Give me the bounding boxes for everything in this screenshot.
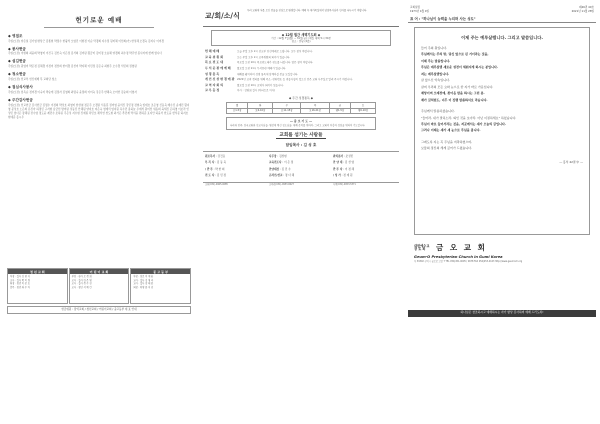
meditation-line: "들어라, 내가 말하노라, 의인 것을 보아라. 아닌 이질하세요" 하셨습니다. xyxy=(421,115,517,120)
church-english-name: Geum-O Presbyterian Church in Gumi Korea xyxy=(414,254,503,259)
worship-section xyxy=(4,59,194,69)
meditation-line: 이제 주는 말씀입니다. xyxy=(421,58,451,63)
department-row: 교사 · 집사 김 명 숙 xyxy=(133,278,154,282)
intercession-box xyxy=(226,117,376,130)
news-key: 두 서 운 관 에 에 배 xyxy=(205,65,231,70)
news-value: 오늘 주일 오후 2시 선교부 헌신예배로 드립니다. 모두 참석 바랍니다. xyxy=(237,50,313,54)
schedule-refs-row xyxy=(227,108,376,114)
staff-separator: : xyxy=(215,154,218,158)
church-brand xyxy=(414,243,590,253)
staff-name: 김 진 수 xyxy=(281,167,291,171)
church-motto: 표 어 : "하나님이 능력을 누리며 사는 성도" xyxy=(408,14,596,24)
issue-info xyxy=(572,6,594,14)
department-row: 부장 · 장로 이 재 훈 xyxy=(133,275,154,279)
news-value: 목요일 오전 10시 목요전도대가 전도를 나갑니다. 많은 참여 바랍니다. xyxy=(237,61,314,65)
worship-sections xyxy=(4,34,194,120)
staff-role: / 반 주 xyxy=(205,167,213,171)
department-row: 교사 · 집사 강 태 윤 xyxy=(133,282,154,286)
meditation-heading: 이제 주는 예루살렘니다. 그리고 말씀입니다. xyxy=(461,35,543,41)
issue-date: 2021년 11월 28일 xyxy=(571,9,594,13)
schedule-day: 화 xyxy=(248,103,273,109)
staff-separator: : xyxy=(282,174,286,178)
staff-role: 교육전도사 xyxy=(269,161,282,165)
intercession-heading: ― 중 보 기 도 ― xyxy=(290,118,312,123)
meditation-line xyxy=(421,104,583,107)
news-key: 교 육 위 원 회 xyxy=(205,54,223,59)
staff-role: 찬 양 대 xyxy=(333,161,343,165)
prayer-meeting-row: 장소 : 본당 (2층) xyxy=(291,40,311,44)
worship-section xyxy=(4,72,194,82)
staff-member xyxy=(205,155,269,159)
staff-separator: : xyxy=(342,167,345,171)
news-value: 이사 : 김영희 집사 (아파트로 이사) xyxy=(237,89,276,93)
worship-section-heading: ◆ 섬김헌금 xyxy=(8,59,26,64)
department-name: 청 년 교 회 xyxy=(8,269,67,274)
staff-separator: : xyxy=(276,154,280,158)
news-list xyxy=(203,50,399,93)
worship-panel xyxy=(4,6,194,316)
meditation-line: 그러나 이제는 새가 새 눈으로 주님을 봅니다. xyxy=(421,128,481,133)
news-item xyxy=(203,61,399,65)
worship-section-heading: ◆ 주간감사헌금 xyxy=(8,98,33,103)
offering-footer: 헌금위원 : 장익교회 / 청년교회 / 어린이교회 / 중고등부 대 표 안내 xyxy=(7,306,191,314)
department-box xyxy=(130,268,191,304)
schedule-day: 토 xyxy=(351,103,376,109)
department-rows xyxy=(131,274,190,290)
department-row: 교사 · 청년 서 예 린 xyxy=(71,285,92,289)
church-name: 금 오 교 회 xyxy=(436,243,487,253)
staff-name: 조성민 xyxy=(345,154,354,158)
news-item xyxy=(203,84,399,88)
staff-role: 전 도 사 xyxy=(205,174,215,178)
staff-role: 관리집사 xyxy=(333,154,344,158)
news-item xyxy=(203,89,399,93)
phone-number: 교회(031)-0965-0085 xyxy=(205,182,228,186)
worship-section-body: 주일(오전) 선교부 헌신예배 후 교회당 청소 xyxy=(8,78,57,82)
meditation-line: 보물의 정신의 세계 깊어가 드렸습니다. xyxy=(421,146,473,151)
meditation-line: 재가 깃처럼도, 너무 이 진행 말씀하셔요 라습니다. xyxy=(421,97,488,102)
staff-role: 사무장 xyxy=(269,154,277,158)
news-item xyxy=(203,78,399,82)
staff-separator: : xyxy=(212,167,216,171)
meditation-line: 주님은 예루살렘 새로운 성전이 세워지게 하시는 분입니다. xyxy=(421,65,498,70)
news-key: 성 경 통 독 xyxy=(205,71,220,76)
phone-row xyxy=(203,182,399,187)
reading-schedule-table xyxy=(226,102,376,114)
meditation-lines xyxy=(421,46,583,151)
department-row: 교사 · 집사 한 은 영 xyxy=(71,278,92,282)
prayer-meeting-row: 기간 : 12월 7일(월) ~ 31일(금) | 매일 새벽 5시 30분 xyxy=(271,36,331,40)
schedule-heading: ◆ 주간 성경통독 ◆ xyxy=(289,96,313,101)
staff-role: 찬양대장 xyxy=(269,167,280,171)
staff-name: 이 정 혜 xyxy=(344,167,355,171)
news-key: 목 요 전 도 대 xyxy=(205,60,223,65)
staff-member xyxy=(269,155,333,159)
staff-role: 온라인/선교 xyxy=(269,174,283,178)
staff-role: 부 목 사 xyxy=(205,161,215,165)
staff-member xyxy=(205,174,269,178)
staff-name: 김 동 욱 xyxy=(216,161,227,165)
staff-separator: : xyxy=(214,161,217,165)
worship-section xyxy=(4,47,194,57)
department-row: 교사 · 집사 박 미 경 xyxy=(10,278,30,282)
staff-name: 김 민 정 xyxy=(216,174,227,178)
staff-name: 정 다 혜 xyxy=(285,174,295,178)
department-row: 부장 · 권사 오 정 희 xyxy=(71,275,92,279)
cover-header xyxy=(408,6,596,14)
news-value: 오는 주일 오후 2시 교육위원회 회의가 있습니다. xyxy=(237,55,291,59)
department-box xyxy=(69,268,130,304)
news-value: 2022년 교적 정리를 위해 주소, 전화번호 등 변동사항이 있으신 분은 교회 사무실로 알려 주시기 바랍니다. xyxy=(237,78,353,82)
church-address: 우 39302 구미시 금오로 고향 7 TEL 054)451-0095 / 0678 FAX 054)453-0123 http://www.geumoch.org xyxy=(414,260,523,264)
meditation-line xyxy=(421,135,583,138)
schedule-ref: 요16-21장 xyxy=(301,108,329,114)
meditation-line: 재앙이며 오래전에, 찾아온 말을 하시는 그런 분. xyxy=(421,91,485,96)
staff-grid xyxy=(203,151,399,178)
senior-pastor: 담임목사 : 김 성 호 xyxy=(285,142,317,147)
worship-section-body: 주일(오전) 선교헌금 감사헌금 김명수 이정희 박성호 최영미 한상철 정은주 오경란 서동훈 권미영 윤석진 강민정 장현숙 임태호 조은영 신동욱 배수진 송재민 황지영 문성호 노은희 유진아 하정민 구자현 남궁선 방미란 성동진 안혜린 양지호 여은숙 염태식 엄지원 옥수민 용하늘 우재석 원미선 위동희 육세진 은하영 이보라 인성민 임다은 장혜린 전수영 정도윤 제민수 조하린 주은성 지수현 진예린 차민호 채서연 천도현 최가은 추민재 탁서윤 편하준 표지안 하윤서 한도윤 함서준 허지호 현예준 홍시우 xyxy=(8,103,190,119)
staff-role: / 성 가 xyxy=(333,174,341,178)
founding-label: 교회설립 xyxy=(410,6,421,9)
staff-separator: : xyxy=(343,154,346,158)
news-item xyxy=(203,50,399,54)
department-name: 중 고 등 부 xyxy=(131,269,190,274)
meditation-line: 주님께서는 주의 방, 당신 앞으로 된 거이라는 것을, xyxy=(421,52,489,57)
department-grid xyxy=(7,268,191,304)
news-value: 새해를 맞이하여 성경 통독에 함께하실 분을 모집합니다. xyxy=(237,72,299,76)
news-panel xyxy=(203,6,399,316)
cover-panel xyxy=(408,6,596,316)
schedule-day: 수 xyxy=(273,103,301,109)
staff-member xyxy=(269,161,333,165)
staff-separator: : xyxy=(340,174,344,178)
staff-member xyxy=(333,174,397,178)
schedule-day: 금 xyxy=(329,103,350,109)
worship-section-heading: ◆ 영접조 xyxy=(8,33,23,38)
denomination-line: 대한예수교 xyxy=(414,243,430,248)
worship-section xyxy=(4,98,194,120)
department-row: 총무 · 청년 최 수 아 xyxy=(10,285,30,289)
news-item xyxy=(203,56,399,60)
staff-member xyxy=(205,168,269,172)
department-box xyxy=(7,268,68,304)
staff-member xyxy=(333,161,397,165)
worship-section xyxy=(4,34,194,44)
department-name: 어 린 이 교 회 xyxy=(70,269,129,274)
worship-section-heading: ◆ 봉사헌금 xyxy=(8,46,26,51)
intercession-body: 나라와 민족, 한국교회와 선교사님들, 병상에 계신 성도님들, 새해 준비를 위하여, 그리고 교회의 부흥과 성장을 위하여 기도합시다. xyxy=(230,123,366,127)
schedule-ref: 요1-5장 xyxy=(227,108,248,114)
meditation-card xyxy=(414,27,590,235)
schedule-day: 목 xyxy=(301,103,329,109)
news-item xyxy=(203,67,399,71)
news-header xyxy=(203,6,399,27)
meditation-signature: ― 홍석 42절 中 ― xyxy=(559,159,583,164)
worship-title: 헌기로운 예배 xyxy=(75,16,123,24)
denomination-line: 장 로 회 xyxy=(414,247,426,252)
news-item xyxy=(203,73,399,77)
welcome-note: 우리 교회에 처음 오신 분들을 진심으로 환영합니다. 예배 후 새가족실에서 담임목사님과 인사를 나누시기 바랍니다. xyxy=(247,9,367,12)
worship-section-body: 주일(오전) 이현희 최윤희 박영미 이진구 김인숙 이은정 김서희 김미란 황금미 김미정 오승혜 양경희 최수정 박주연 봉사자에 함께 합니다 xyxy=(8,52,162,56)
prayer-meeting-heading: ◆ 12월 월간 새벽기도회 ◆ xyxy=(281,32,321,37)
meditation-line: 주님이 바로 들어서라는 것을, 저곳에서는 새가 오늘의 글입니다. xyxy=(421,121,506,126)
staff-name: 이 은 정 xyxy=(284,161,294,165)
denomination xyxy=(414,245,436,252)
worship-section xyxy=(4,85,194,95)
staff-name: 강건표 xyxy=(217,154,226,158)
news-value: 월요일 오전 11시 두서운관 예배가 있습니다. xyxy=(237,66,287,70)
schedule-ref: 행1-5장 xyxy=(329,108,350,114)
staff-title-text: 교회를 섬기는 사람들 xyxy=(276,133,325,139)
staff-role: 반 주 자 xyxy=(333,167,343,171)
department-row: 회장 · 학생 윤 서 진 xyxy=(133,285,154,289)
staff-title xyxy=(203,133,399,139)
founding-date: 1973년 4월 4일 xyxy=(410,9,430,13)
news-key: 헌 혜 예 배 xyxy=(205,49,220,54)
department-row: 교사 · 집사 정 수 진 xyxy=(71,282,92,286)
worship-section-heading: ◆ 점심식사봉사 xyxy=(8,85,33,90)
issue-number: 제46권 40호 xyxy=(579,6,594,9)
news-value: 월요일 오전 10시 교역자 회의가 있습니다. xyxy=(237,83,284,87)
prayer-meeting-box xyxy=(211,30,391,46)
staff-name: 김 선 영 xyxy=(344,161,355,165)
founding-info xyxy=(410,6,429,14)
worship-section-body: 주일(오전) 임옥순 정미경 이숙자 박순애 김정자 김영희 최명숙 윤정희 이미숙 강은주 한혜숙 오미연 김순희 이영자 xyxy=(8,91,137,95)
staff-member xyxy=(333,168,397,172)
schedule-day: 월 xyxy=(227,103,248,109)
news-key: 교 역 자 회 의 xyxy=(205,82,223,87)
staff-name: 박 한 희 xyxy=(215,167,225,171)
staff-separator: : xyxy=(342,161,345,165)
schedule-ref: 요11-15장 xyxy=(273,108,301,114)
department-row: 회장 · 청년 이 준 호 xyxy=(10,282,30,286)
news-title: 교/회/소/식 xyxy=(205,11,240,20)
staff-separator: : xyxy=(214,174,217,178)
news-key: 교 우 동 정 xyxy=(205,88,220,93)
staff-separator: : xyxy=(279,167,282,171)
staff-member xyxy=(333,155,397,159)
slogan-bar: 하나님은 창조하시고 예배하시는 자가 항상 감사하며 예배 드리도록! xyxy=(408,310,596,317)
worship-section-body: 주일(오전) 양은설 김기영 변상근 김종현 박정수 한광석 오영진 이현정 이순 탁경희 지수정 원미혜 이선희(가) 한성혜 오경숙 김지나 이미경 xyxy=(8,39,164,43)
staff-separator: : xyxy=(281,161,285,165)
department-rows xyxy=(70,274,129,290)
department-rows xyxy=(8,274,67,290)
staff-member xyxy=(269,174,333,178)
staff-name: 정 재 원 xyxy=(343,174,353,178)
meditation-line: 저는 예루살렘입니다. xyxy=(421,71,450,76)
schedule-ref: 요6-10장 xyxy=(248,108,273,114)
staff-name: 김상현 xyxy=(279,154,287,158)
staff-role: 원로목사 xyxy=(205,154,216,158)
title-divider xyxy=(44,27,154,28)
meditation-line: 주님께서 말씀하셨습니다. xyxy=(421,109,455,114)
department-row: 부장 · 집사 김 현 식 xyxy=(10,275,30,279)
worship-section-body: 주일(오전) 원영미 박은정 김혜경 이정미 정선희 한미경 김선미 박지혜 이민정 김은숙 최현주 오수경 서민희 권영란 xyxy=(8,65,137,69)
meditation-line: 들어 주의 원입니다. xyxy=(421,46,448,51)
worship-section-heading: ◆ 청소헌금 xyxy=(8,72,26,77)
schedule-ref: 행6-10장 xyxy=(351,108,376,114)
staff-member xyxy=(269,168,333,172)
news-key: 개 인 신 상 변 경 에 관 xyxy=(205,77,235,82)
meditation-line: 그래도록 지는 꼭 주님을 저쪽하였으며, xyxy=(421,139,473,144)
staff-member xyxy=(205,161,269,165)
phone-number: 교육관(031)-0953-8427 xyxy=(269,182,294,186)
meditation-line: 살며 우리의 모든 요와 눈으로 한 지가 바로 가운입니다. xyxy=(421,84,494,89)
phone-number: 사택(031)-0953-5371 xyxy=(333,182,356,186)
meditation-line: 살 않으신 약속입니다. xyxy=(421,78,450,83)
